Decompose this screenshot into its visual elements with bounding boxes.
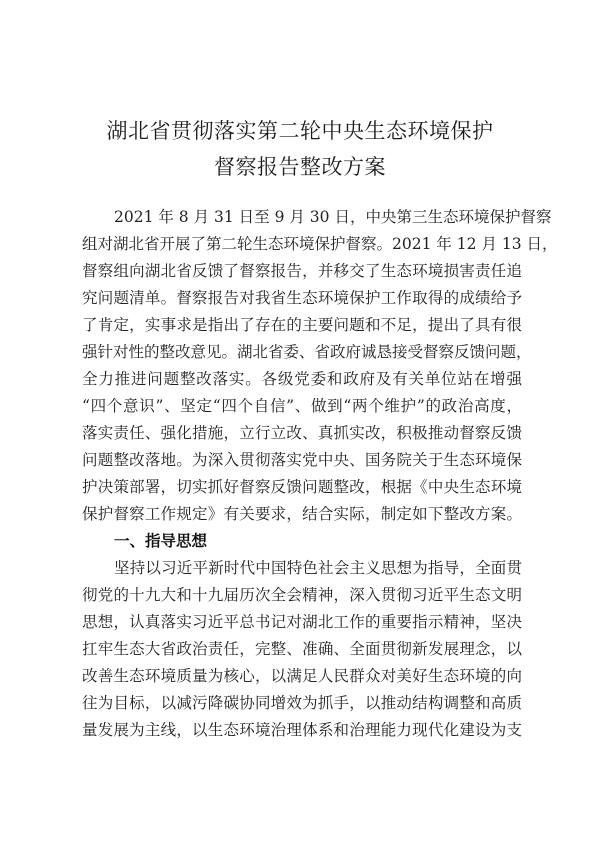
paragraph-line: 问题整改落地。为深入贯彻落实党中央、国务院关于生态环境保: [82, 451, 522, 469]
paragraph-line: 全力推进问题整改落实。各级党委和政府及有关单位站在增强: [82, 370, 522, 388]
title-line-1: 湖北省贯彻落实第二轮中央生态环境保护: [106, 119, 494, 143]
section-heading: 一、指导思想: [114, 532, 208, 550]
document-title: [0, 113, 600, 185]
paragraph-line: 组对湖北省开展了第二轮生态环境保护督察。2021 年 12 月 13 日，: [82, 235, 558, 253]
document-body: [82, 204, 558, 744]
paragraph-line: 落实责任、强化措施，立行立改、真抓实改，积极推动督察反馈: [82, 424, 522, 442]
paragraph-line: 强针对性的整改意见。湖北省委、省政府诚恳接受督察反馈问题，: [82, 343, 532, 361]
title-line-2: 督察报告整改方案: [214, 155, 386, 179]
paragraph-line: 2021 年 8 月 31 日至 9 月 30 日，中央第三生态环境保护督察: [114, 208, 552, 226]
paragraph-line: 思想，认真落实习近平总书记对湖北工作的重要指示精神，坚决: [82, 613, 522, 631]
guiding-principles-paragraph: [82, 555, 522, 744]
paragraph-line: 督察组向湖北省反馈了督察报告，并移交了生态环境损害责任追: [82, 262, 522, 280]
paragraph-line: 扛牢生态大省政治责任，完整、准确、全面贯彻新发展理念，以: [82, 640, 522, 658]
paragraph-line: 究问题清单。督察报告对我省生态环境保护工作取得的成绩给予: [82, 289, 522, 307]
intro-paragraph: [82, 204, 558, 528]
paragraph-line: 彻党的十九大和十九届历次全会精神，深入贯彻习近平生态文明: [82, 586, 522, 604]
paragraph-line: “四个意识”、坚定“四个自信”、做到“两个维护”的政治高度，: [82, 397, 522, 415]
paragraph-line: 了肯定，实事求是指出了存在的主要问题和不足，提出了具有很: [82, 316, 522, 334]
paragraph-line: 坚持以习近平新时代中国特色社会主义思想为指导，全面贯: [114, 559, 522, 577]
paragraph-line: 改善生态环境质量为核心，以满足人民群众对美好生态环境的向: [82, 667, 522, 685]
paragraph-line: 往为目标，以减污降碳协同增效为抓手，以推动结构调整和高质: [82, 694, 522, 712]
paragraph-line: 保护督察工作规定》有关要求，结合实际，制定如下整改方案。: [82, 505, 522, 523]
paragraph-line: 护决策部署，切实抓好督察反馈问题整改，根据《中央生态环境: [82, 478, 522, 496]
paragraph-line: 量发展为主线，以生态环境治理体系和治理能力现代化建设为支: [82, 721, 522, 739]
